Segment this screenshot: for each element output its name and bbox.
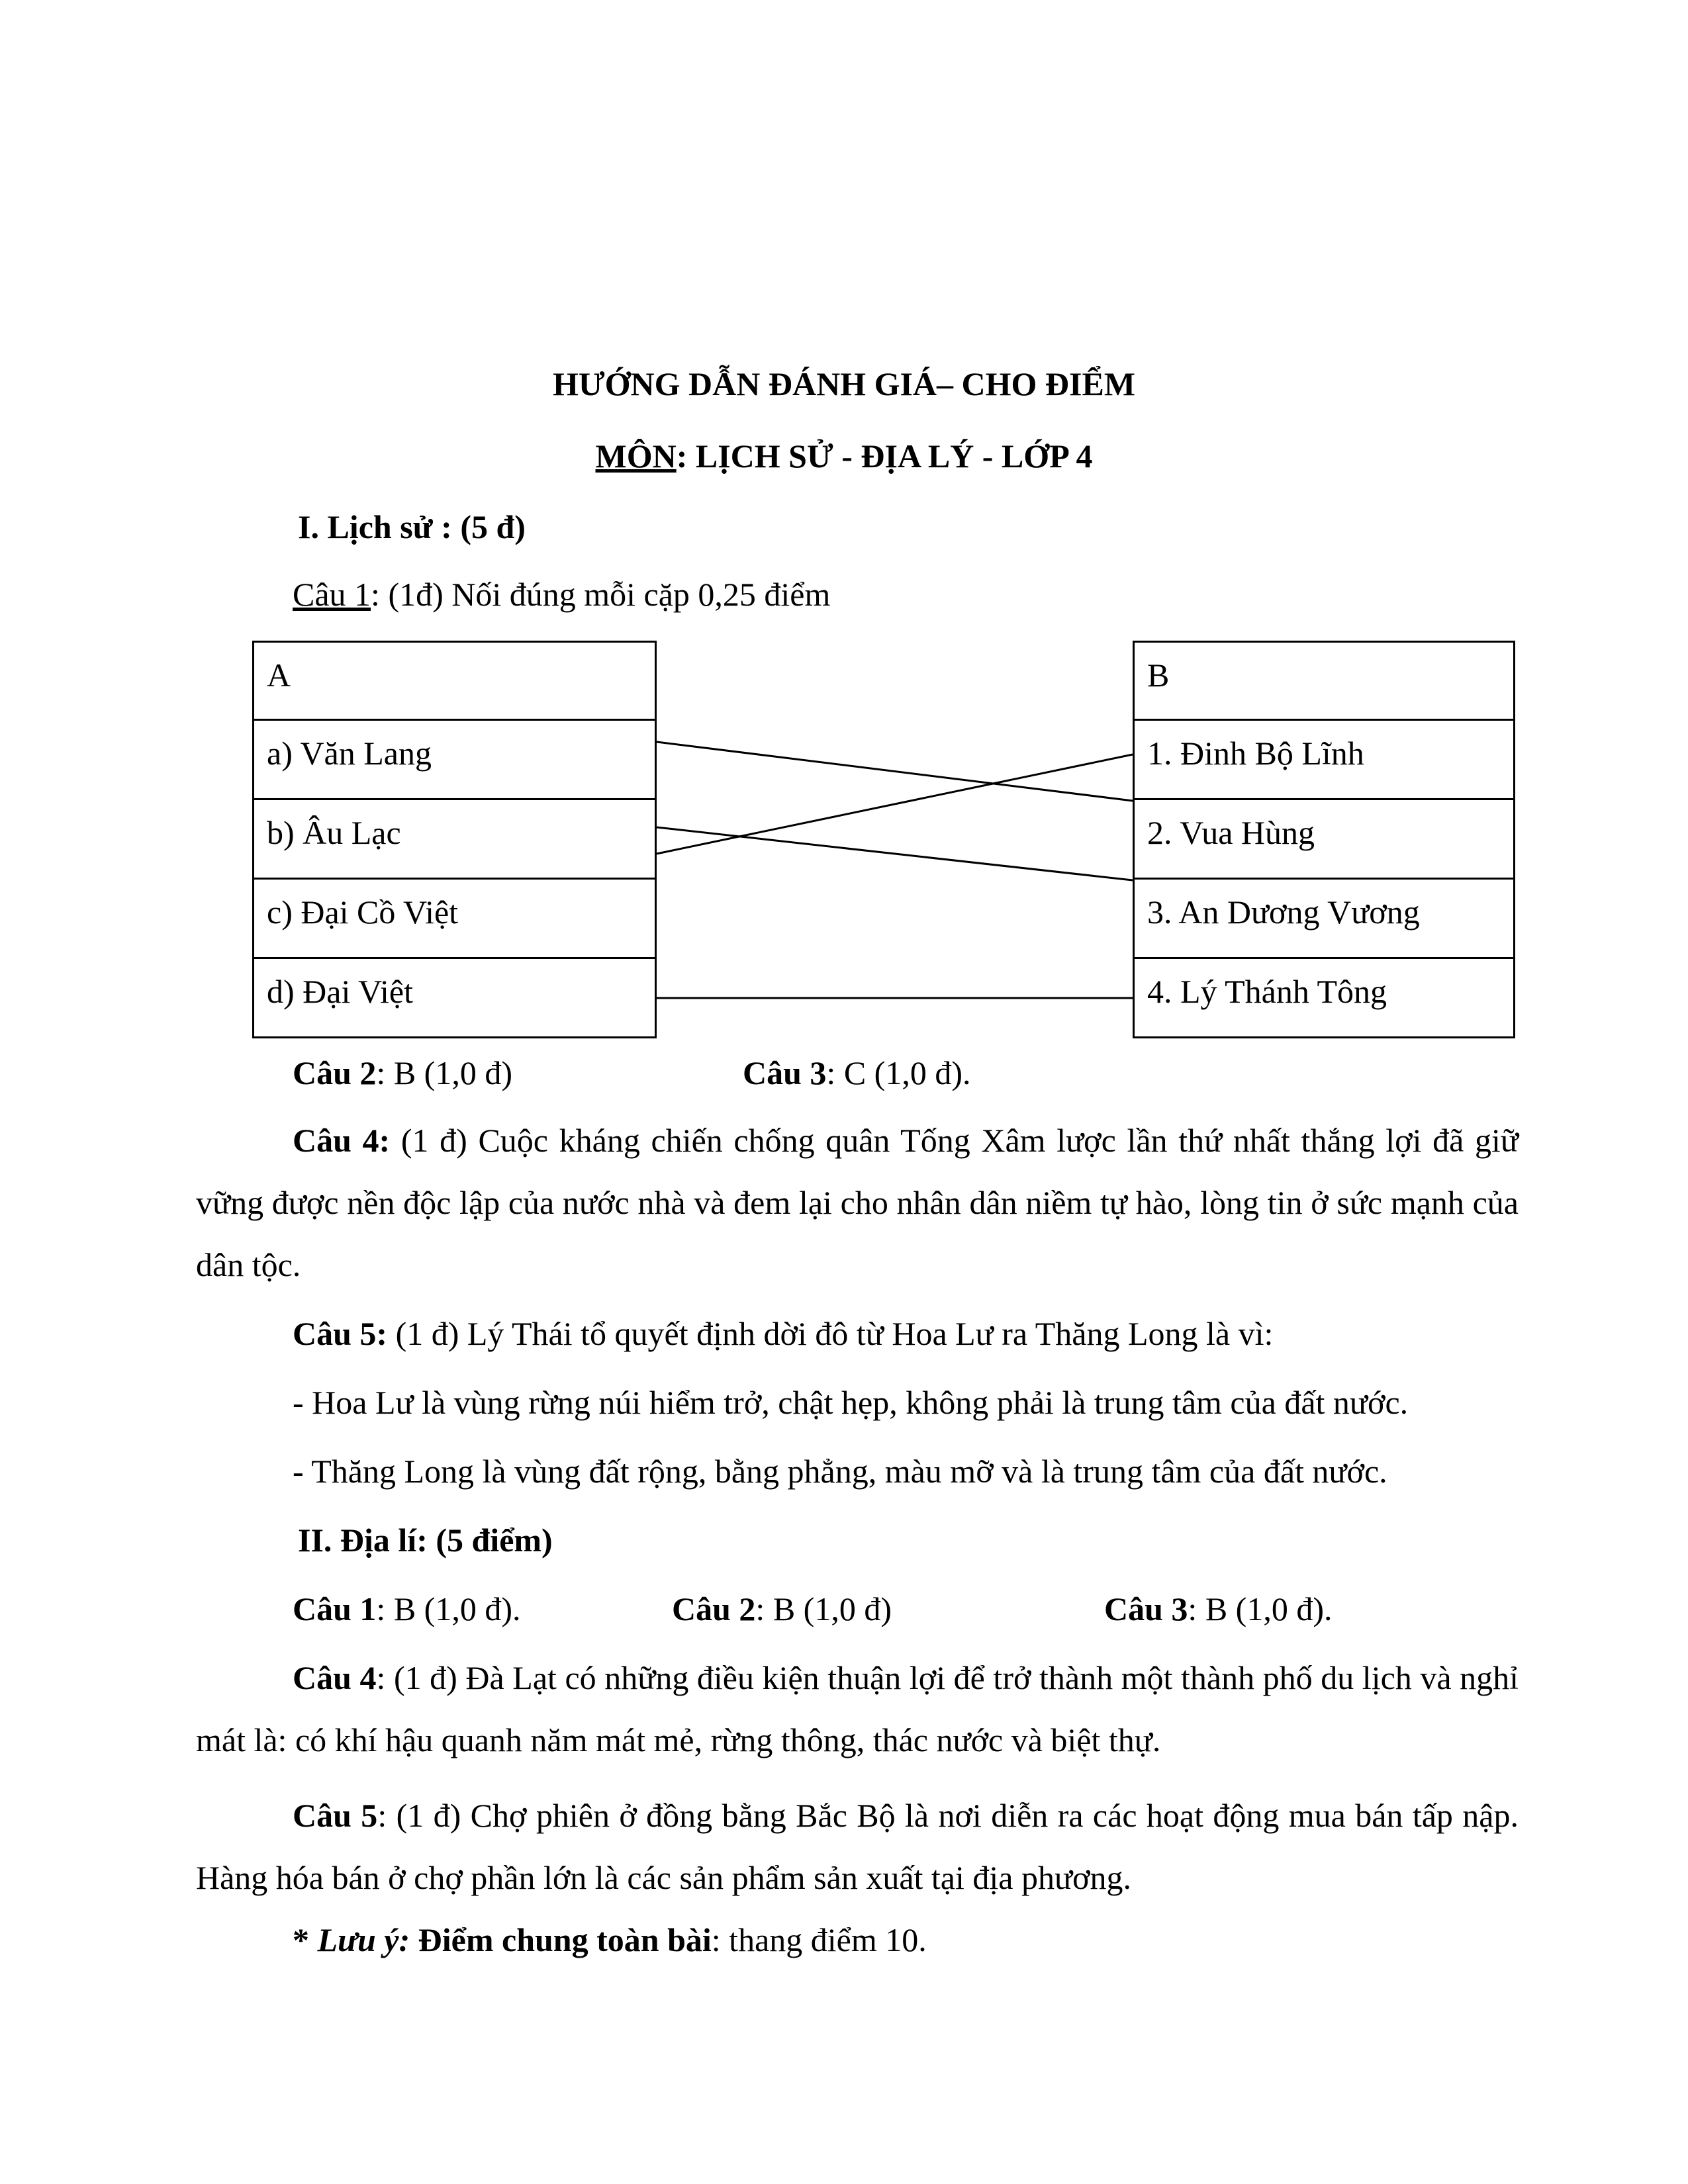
geography-q1-answer: : B (1,0 đ). <box>376 1590 521 1627</box>
history-q4 <box>196 1109 1519 1296</box>
note-label: Lưu ý: <box>317 1921 410 1958</box>
geography-q3-answer: : B (1,0 đ). <box>1188 1590 1333 1627</box>
note-line <box>293 1923 927 1956</box>
geography-q3-label: Câu 3 <box>1104 1590 1188 1627</box>
connector-line <box>657 827 1133 880</box>
history-q3 <box>743 1056 970 1089</box>
page-title: HƯỚNG DẪN ĐÁNH GIÁ– CHO ĐIỂM <box>552 365 1136 402</box>
history-q2 <box>293 1056 512 1089</box>
column-a-item: d) Đại Việt <box>267 973 414 1010</box>
geography-q5-label: Câu 5 <box>293 1797 378 1834</box>
history-q2-answer: : B (1,0 đ) <box>376 1054 512 1091</box>
column-a-header: A <box>267 657 291 694</box>
subject-label: MÔN <box>595 437 677 475</box>
column-b-item: 3. An Dương Vương <box>1147 893 1420 931</box>
history-q3-label: Câu 3 <box>743 1054 827 1091</box>
column-a-item: c) Đại Cồ Việt <box>267 893 459 931</box>
history-q1-text: : (1đ) Nối đúng mỗi cặp 0,25 điểm <box>371 576 831 613</box>
geography-heading: II. Địa lí: (5 điểm) <box>298 1522 553 1559</box>
geography-q2 <box>672 1592 892 1625</box>
history-heading: I. Lịch sử : (5 đ) <box>298 508 526 545</box>
geography-q2-answer: : B (1,0 đ) <box>755 1590 892 1627</box>
history-q5 <box>293 1317 1273 1350</box>
history-q2-label: Câu 2 <box>293 1054 377 1091</box>
geography-q2-label: Câu 2 <box>672 1590 756 1627</box>
column-b-item: 4. Lý Thánh Tông <box>1147 973 1387 1010</box>
connector-line <box>657 742 1133 801</box>
history-q4-label: Câu 4: <box>293 1122 391 1159</box>
history-q5-text: (1 đ) Lý Thái tổ quyết định dời đô từ Hoa Lư ra Thăng Long là vì: <box>387 1315 1274 1352</box>
geography-q4-label: Câu 4 <box>293 1659 377 1696</box>
note-text: : thang điểm 10. <box>711 1921 927 1958</box>
column-b-item: 2. Vua Hùng <box>1147 814 1315 851</box>
history-q1-label: Câu 1 <box>293 576 371 613</box>
history-q3-answer: : C (1,0 đ). <box>826 1054 971 1091</box>
history-q5-label: Câu 5: <box>293 1315 388 1352</box>
geography-q1 <box>293 1592 520 1625</box>
subject-text: : LỊCH SỬ - ĐỊA LÝ - LỚP 4 <box>676 437 1093 475</box>
note-star: * <box>293 1921 318 1958</box>
column-a-item: a) Văn Lang <box>267 735 432 772</box>
history-q5-point: - Thăng Long là vùng đất rộng, bằng phẳng, màu mỡ và là trung tâm của đất nước. <box>293 1453 1387 1490</box>
geography-q4 <box>196 1647 1519 1771</box>
column-a-item: b) Âu Lạc <box>267 814 401 851</box>
connector-line <box>657 754 1133 854</box>
column-b-item: 1. Đinh Bộ Lĩnh <box>1147 735 1364 772</box>
geography-q5-text: : (1 đ) Chợ phiên ở đồng bằng Bắc Bộ là nơi diễn ra các hoạt động mua bán tấp nập. Hàng hóa bán ở chợ phần lớn là các sản phẩm sản xuất tại địa phương. <box>196 1797 1519 1896</box>
geography-q1-label: Câu 1 <box>293 1590 377 1627</box>
note-bold: Điểm chung toàn bài <box>410 1921 712 1958</box>
geography-q5 <box>196 1784 1519 1909</box>
history-q4-text: (1 đ) Cuộc kháng chiến chống quân Tống Xâm lược lần thứ nhất thắng lợi đã giữ vững được nền độc lập của nước nhà và đem lại cho nhân dân niềm tự hào, lòng tin ở sức mạnh của dân tộc. <box>196 1122 1519 1283</box>
geography-q3 <box>1104 1592 1332 1625</box>
history-q5-point: - Hoa Lư là vùng rừng núi hiểm trở, chật hẹp, không phải là trung tâm của đất nước. <box>293 1384 1409 1421</box>
column-b-header: B <box>1147 657 1170 694</box>
geography-q4-text: : (1 đ) Đà Lạt có những điều kiện thuận lợi để trở thành một thành phố du lịch và nghỉ mát là: có khí hậu quanh năm mát mẻ, rừng thông, thác nước và biệt thự. <box>196 1659 1519 1758</box>
